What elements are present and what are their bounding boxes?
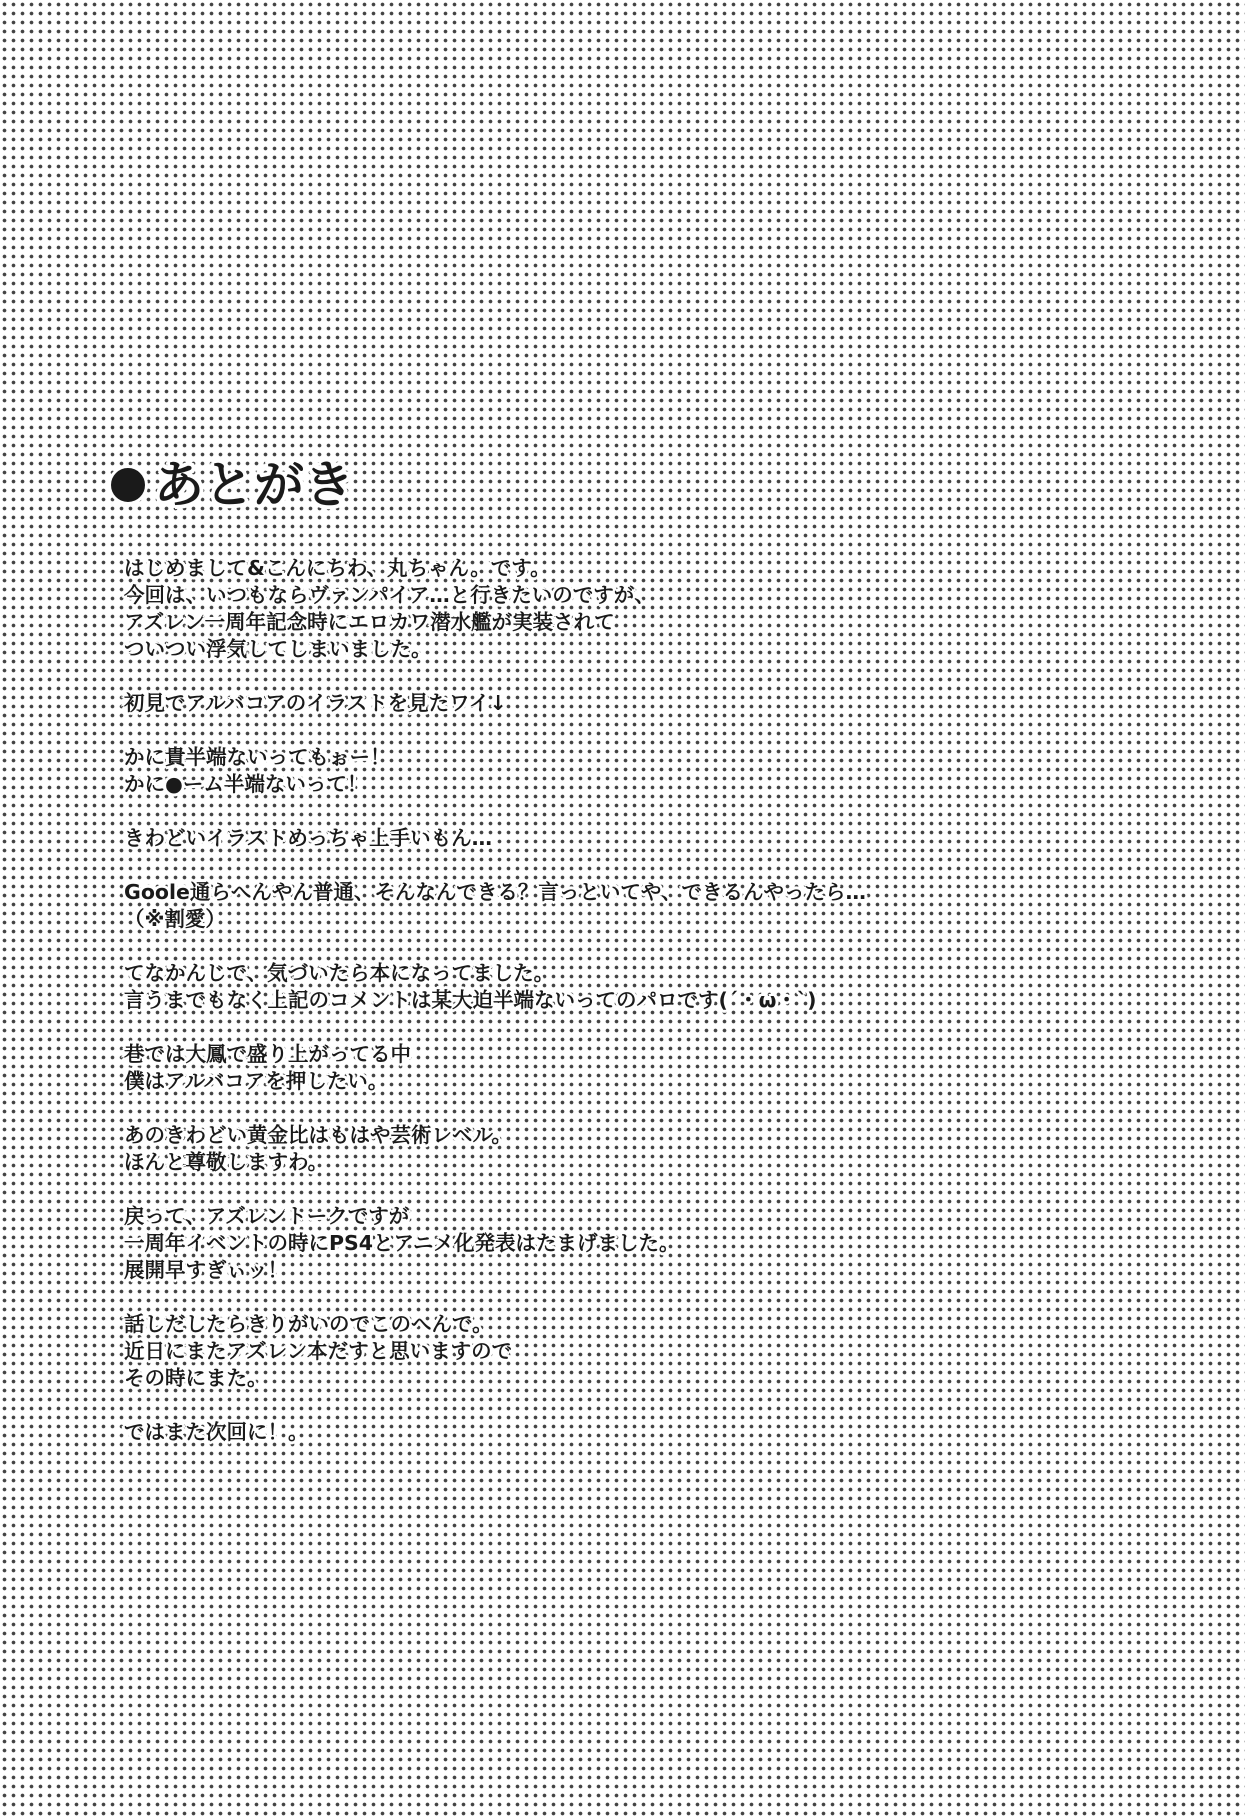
text-line: 僕はアルバコアを押したい。	[124, 1069, 389, 1093]
text-line: 巷では大鳳で盛り上がってる中	[124, 1042, 411, 1066]
paragraph-taihou	[124, 1041, 1024, 1095]
text-line: はじめまして&こんにちわ、丸ちゃん。です。	[124, 556, 551, 580]
paragraph-farewell	[124, 1419, 1024, 1446]
text-line: てなかんじで、気づいたら本になってました。	[124, 961, 555, 985]
text-line: かに●ーム半端ないって！	[124, 772, 368, 796]
text-line: その時にまた。	[124, 1366, 268, 1390]
text-line: （※割愛）	[124, 907, 226, 931]
text-line: あのきわどい黄金比はもはや芸術レベル。	[124, 1123, 512, 1147]
text-line: 近日にまたアズレン本だすと思いますので	[124, 1339, 513, 1363]
afterword-heading	[108, 455, 354, 515]
text-line: 展開早すぎぃッ！	[124, 1258, 288, 1282]
paragraph-quote	[124, 744, 1024, 798]
text-line: 戻って、アズレントークですが	[124, 1204, 410, 1228]
paragraph-book	[124, 960, 1024, 1014]
text-line: 今回は、いつもならヴァンパイア…と行きたいのですが、	[124, 583, 655, 607]
text-line: きわどいイラストめっちゃ上手いもん…	[124, 826, 493, 850]
text-line: ついつい浮気してしまいました。	[124, 637, 432, 661]
afterword-body	[124, 555, 1024, 1473]
text-line: ではまた次回に！。	[124, 1420, 309, 1444]
text-line: Goole通らへんやん普通、そんなんできる？言っといてや、できるんやったら…	[124, 880, 867, 904]
text-line: 話しだしたらきりがいのでこのへんで。	[124, 1312, 493, 1336]
paragraph-goole	[124, 879, 1024, 933]
text-line: 言うまでもなく上記のコメントは某大迫半端ないってのパロです(´・ω・`)	[124, 988, 817, 1012]
paragraph-azurlane-talk	[124, 1203, 1024, 1284]
paragraph-first-look	[124, 690, 1024, 717]
afterword-title: あとがき	[154, 456, 354, 514]
paragraph-skill	[124, 825, 1024, 852]
text-line: ほんと尊敬しますわ。	[124, 1150, 329, 1174]
text-line: 一周年イベントの時にPS4とアニメ化発表はたまげました。	[124, 1231, 680, 1255]
paragraph-golden-ratio	[124, 1122, 1024, 1176]
text-line: 初見でアルバコアのイラストを見たワイ↓	[124, 691, 507, 715]
paragraph-closing	[124, 1311, 1024, 1392]
text-line: かに貴半端ないってもぉー！	[124, 745, 391, 769]
paragraph-greeting	[124, 555, 1024, 663]
text-line: アズレン一周年記念時にエロカワ潜水艦が実装されて	[124, 610, 615, 634]
bullet-icon	[108, 465, 148, 505]
